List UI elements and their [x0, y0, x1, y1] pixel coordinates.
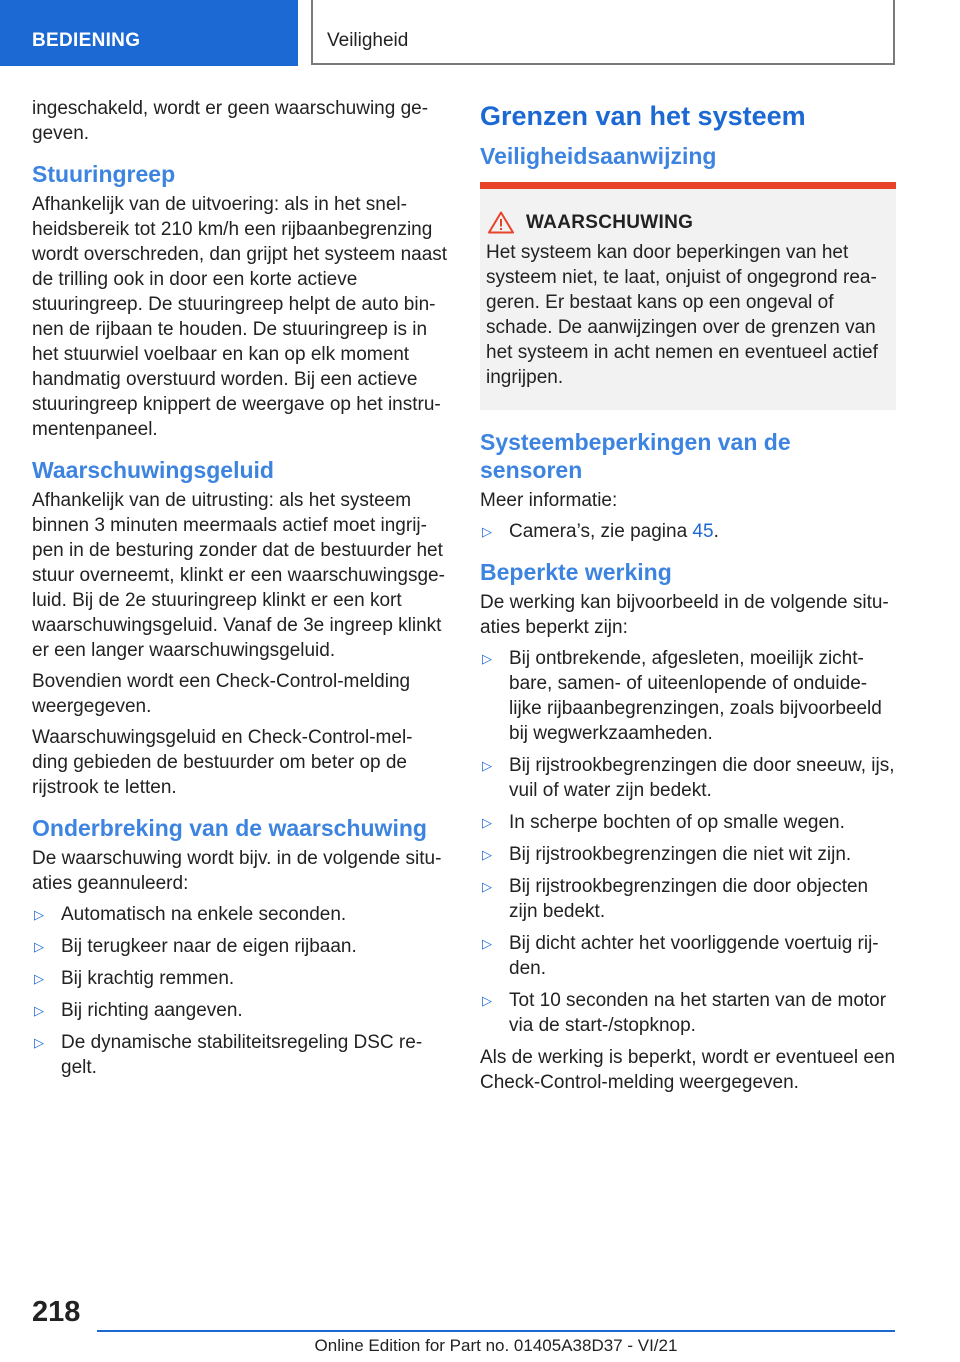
geluid-paragraph-3: Waarschuwingsgeluid en Check-Control-mel-ding gebieden de bestuurder om beter op de rijstrook te letten. [32, 727, 413, 798]
bullet-triangle-icon: ▷ [482, 936, 492, 951]
warning-header [486, 211, 890, 234]
heading-beperkte-werking: Beperkte werking [480, 559, 672, 585]
bullet-triangle-icon: ▷ [482, 993, 492, 1008]
warning-box [480, 182, 896, 410]
list-item [480, 931, 896, 981]
list-item [480, 874, 896, 924]
list-item-text: Bij richting aangeven. [61, 1000, 243, 1021]
bullet-triangle-icon: ▷ [482, 651, 492, 666]
bullet-triangle-icon: ▷ [34, 1035, 44, 1050]
list-item [32, 998, 448, 1023]
list-item-end: . [713, 521, 719, 542]
beperkt-text: De werking kan bijvoorbeeld in de volgende situ-aties beperkt zijn: [480, 592, 889, 638]
heading-stuuringreep: Stuuringreep [32, 161, 176, 187]
list-item [480, 753, 896, 803]
stuuringreep-text: Afhankelijk van de uitvoering: als in het snel-heidsbereik tot 210 km/h een rijbaanbegrenzing wordt overschreden, dan grijpt het systeem naast de trilling ook in door een korte actieve stuuringreep. De stuuringreep helpt de auto bin-nen de rijbaan te houden. De stuuringreep is in het stuurwiel voelbaar en kan op elk moment handmatig overstuurd worden. Bij een actieve stuuringreep knippert de weergave op het instru-mentenpaneel. [32, 194, 448, 440]
heading-veiligheidsaanwijzing: Veiligheidsaanwijzing [480, 143, 717, 169]
list-item [480, 810, 896, 835]
list-item-text: Bij ontbrekende, afgesleten, moeilijk zicht-bare, samen- of uiteenlopende of onduide-lijke rijbaanbegrenzingen, zoals bijvoorbeeld bij wegwerkzaamheden. [509, 648, 882, 744]
page-header [0, 0, 960, 66]
sensors-list [480, 519, 896, 544]
heading-grenzen: Grenzen van het systeem [480, 101, 806, 131]
warning-text: Het systeem kan door beperkingen van het systeem niet, te laat, onjuist of ongegrond rea-geren. Er bestaat kans op een ongeval of schade. De aanwijzingen over de grenzen van het systeem in acht nemen en eventueel actief ingrijpen. [486, 242, 878, 388]
onderbreking-list [32, 902, 448, 1080]
bullet-triangle-icon: ▷ [482, 847, 492, 862]
heading-waarschuwingsgeluid: Waarschuwingsgeluid [32, 457, 274, 483]
bullet-triangle-icon: ▷ [34, 939, 44, 954]
list-item-text: In scherpe bochten of op smalle wegen. [509, 812, 845, 833]
beperkt-list [480, 646, 896, 1038]
bullet-triangle-icon: ▷ [34, 1003, 44, 1018]
footer-edition: Online Edition for Part no. 01405A38D37 - VI/21 [314, 1336, 678, 1355]
list-item [32, 1030, 448, 1080]
list-item-text: Automatisch na enkele seconden. [61, 904, 347, 925]
section-tab: BEDIENING [0, 0, 298, 66]
list-item-text: Bij terugkeer naar de eigen rijbaan. [61, 936, 357, 957]
bullet-triangle-icon: ▷ [482, 815, 492, 830]
list-item-text: De dynamische stabiliteitsregeling DSC re-gelt. [61, 1032, 423, 1078]
heading-onderbreking: Onderbreking van de waarschuwing [32, 815, 427, 841]
list-item-text: Bij krachtig remmen. [61, 968, 235, 989]
right-column [480, 96, 896, 1101]
left-column [32, 96, 448, 1087]
list-item-text: Tot 10 seconden na het starten van de motor via de start-/stopknop. [509, 990, 887, 1036]
bullet-triangle-icon: ▷ [34, 971, 44, 986]
geluid-paragraph-2: Bovendien wordt een Check-Control-melding weergegeven. [32, 671, 411, 717]
list-item [480, 646, 896, 746]
list-item-text: Bij rijstrookbegrenzingen die door objecten zijn bedekt. [509, 876, 869, 922]
bullet-triangle-icon: ▷ [34, 907, 44, 922]
list-item-text: Camera’s, zie pagina [509, 521, 693, 542]
warning-triangle-icon [488, 211, 514, 234]
list-item [32, 902, 448, 927]
heading-systeembeperkingen: Systeembeperkingen van de sensoren [480, 429, 791, 483]
bullet-triangle-icon: ▷ [482, 524, 492, 539]
list-item [480, 988, 896, 1038]
list-item [480, 519, 896, 544]
list-item [32, 966, 448, 991]
bullet-triangle-icon: ▷ [482, 879, 492, 894]
onderbreking-text: De waarschuwing wordt bijv. in de volgende situ-aties geannuleerd: [32, 848, 442, 894]
sensors-text: Meer informatie: [480, 490, 618, 511]
intro-paragraph: ingeschakeld, wordt er geen waarschuwing ge-geven. [32, 98, 429, 144]
geluid-paragraph-1: Afhankelijk van de uitrusting: als het systeem binnen 3 minuten meermaals actief moet ingrij-pen in de besturing zonder dat de bestuurder het stuur overneemt, klinkt er een waarschuwingsge-luid. Bij de 2e stuuringreep klinkt er een kort waarschuwingsgeluid. Vanaf de 3e ingreep klinkt er een langer waarschuwingsgeluid. [32, 490, 445, 661]
list-item [32, 934, 448, 959]
page-number: 218 [32, 1296, 81, 1328]
footer-divider [97, 1330, 895, 1332]
list-item [480, 842, 896, 867]
beperkt-closing: Als de werking is beperkt, wordt er eventueel een Check-Control-melding weergegeven. [480, 1047, 896, 1093]
list-item-text: Bij rijstrookbegrenzingen die niet wit zijn. [509, 844, 852, 865]
bullet-triangle-icon: ▷ [482, 758, 492, 773]
chapter-title: Veiligheid [311, 0, 895, 65]
warning-title: WAARSCHUWING [526, 211, 694, 233]
page-link[interactable]: 45 [692, 521, 714, 542]
list-item-text: Bij rijstrookbegrenzingen die door sneeuw, ijs, vuil of water zijn bedekt. [509, 755, 895, 801]
list-item-text: Bij dicht achter het voorliggende voertuig rij-den. [509, 933, 879, 979]
